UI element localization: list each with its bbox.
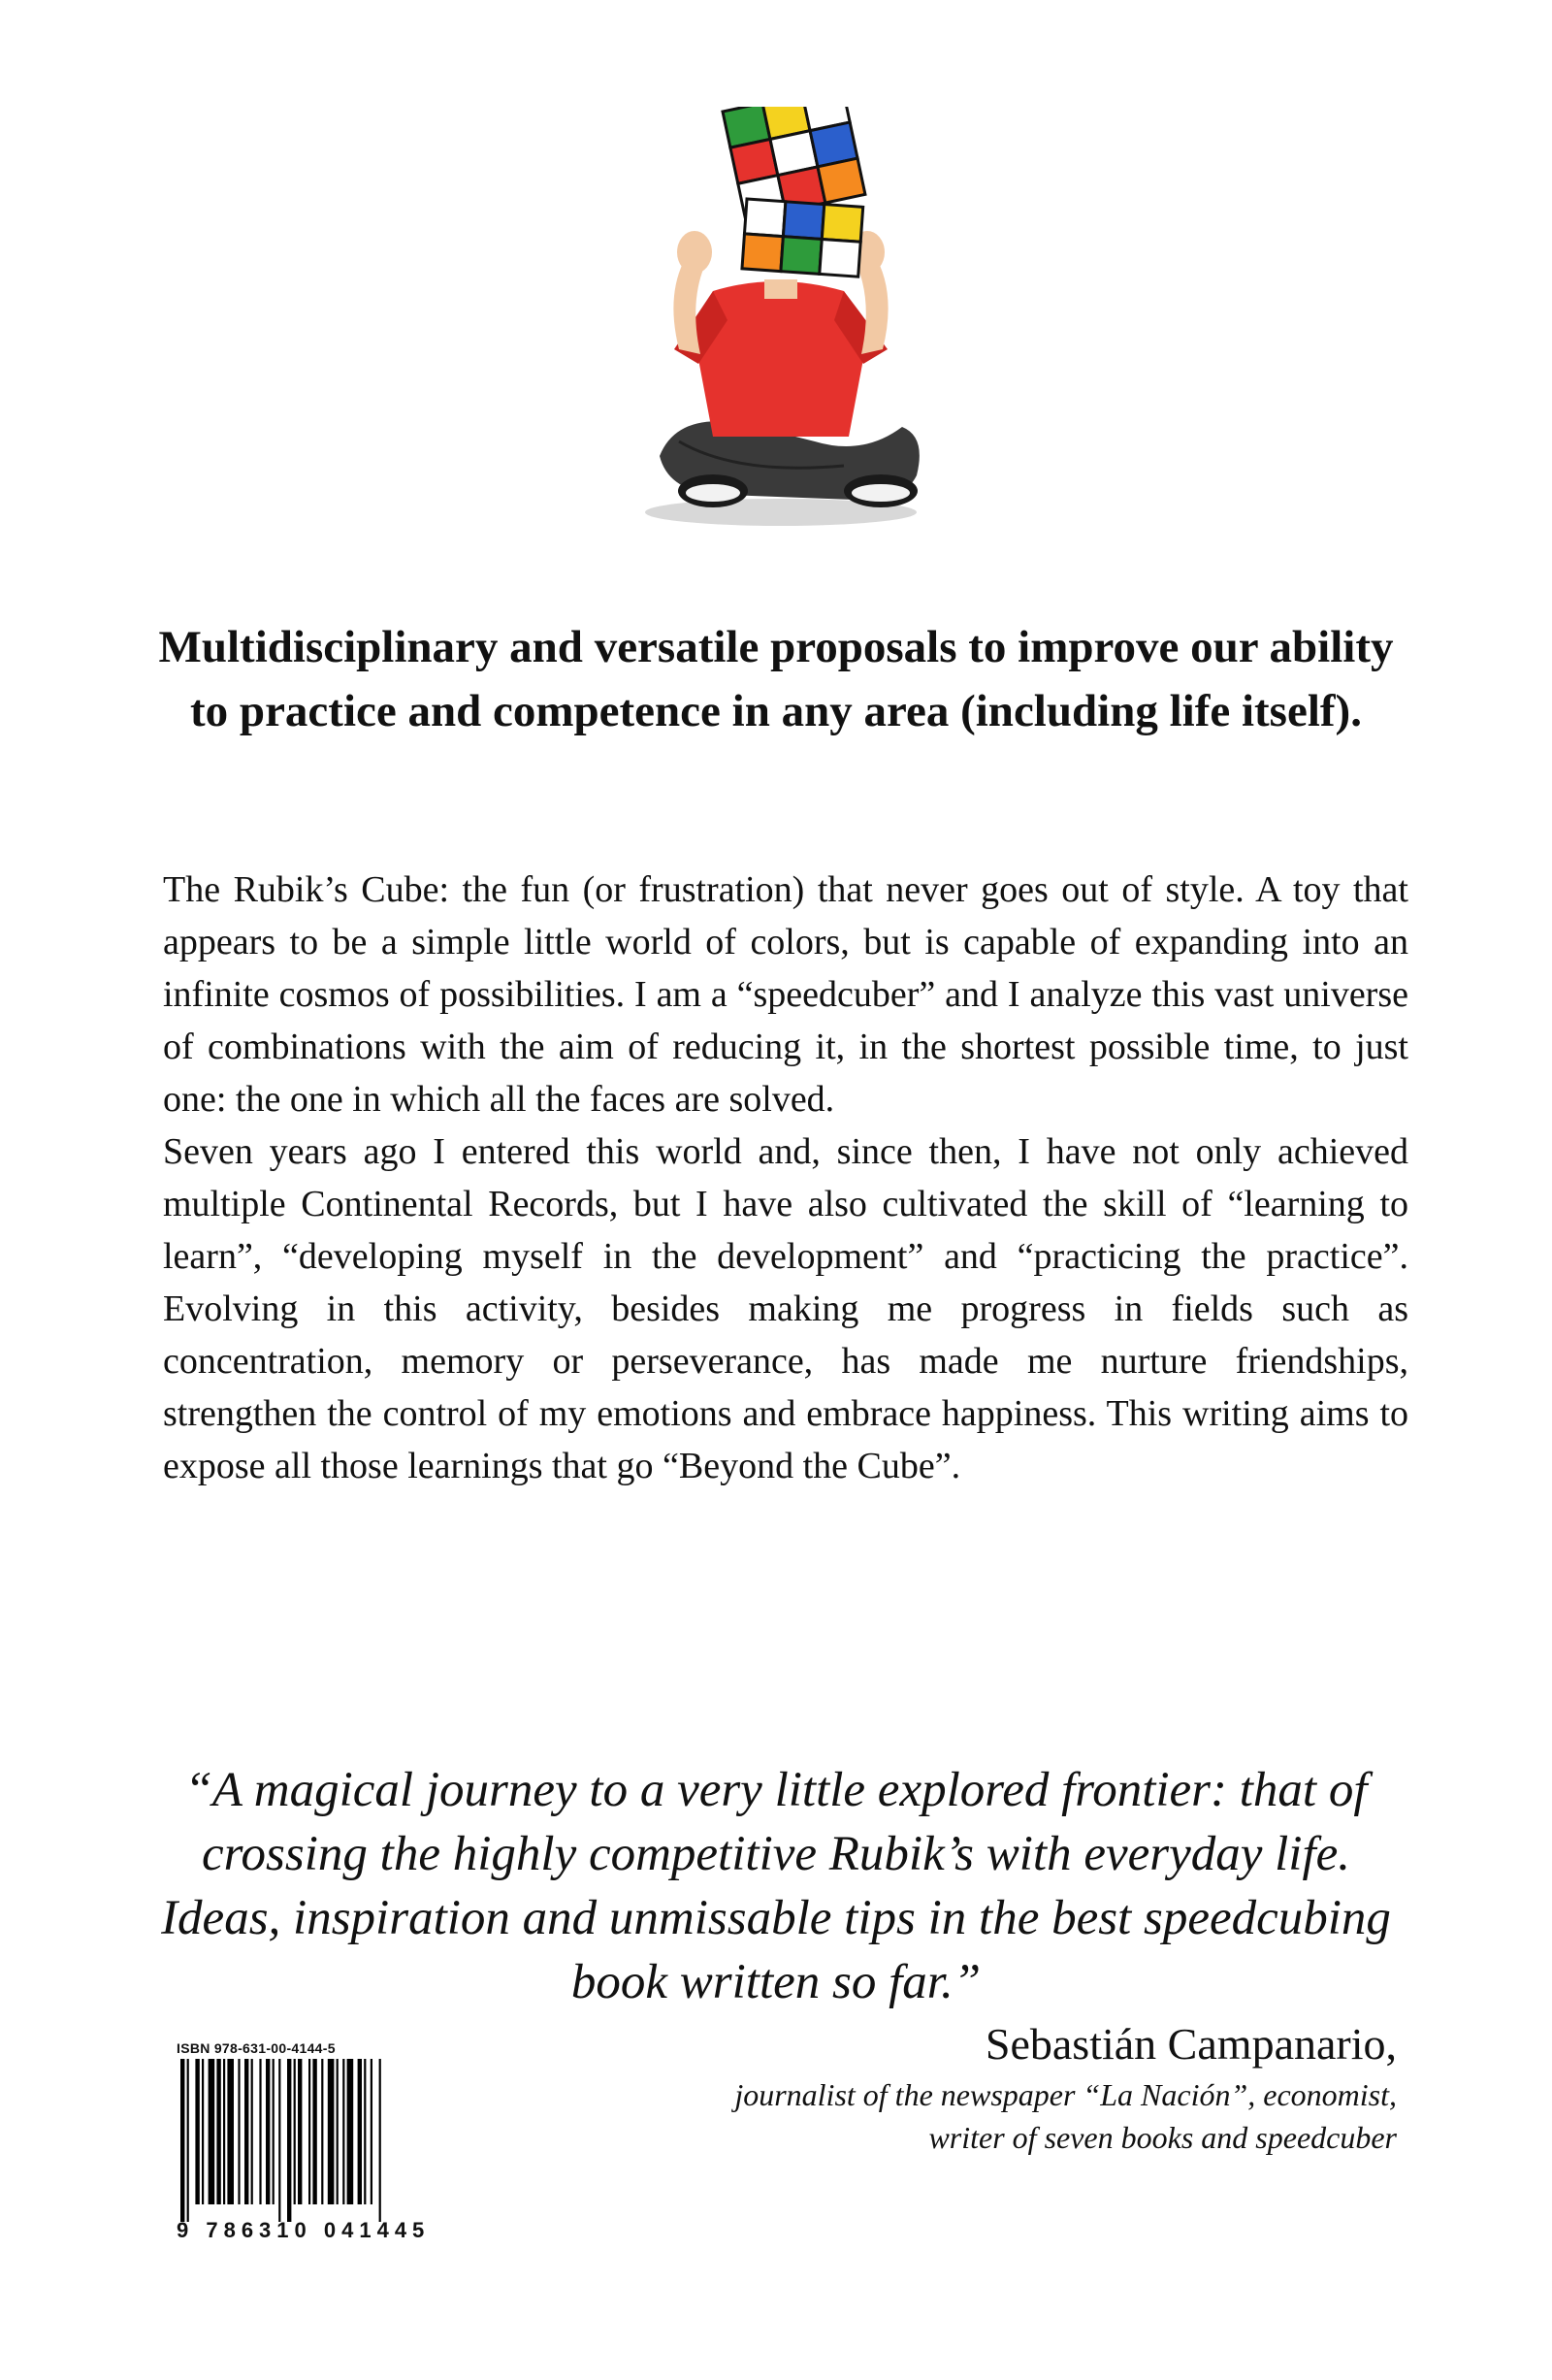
barcode-bars-icon xyxy=(177,2059,477,2222)
isbn-barcode xyxy=(177,2039,477,2247)
author-description-line: writer of seven books and speedcuber xyxy=(928,2120,1397,2155)
description-paragraph: Seven years ago I entered this world and, since then, I have not only achieved multiple Continental Records, but I have also cultivated the skill of “learning to learn”, “developing myself in the development” and “practicing the practice”. Evolving in this activity, besides making me progress in fields such as concentration, memory or perseverance, has made me nurture friendships, strengthen the control of my emotions and embrace happiness. This writing aims to expose all those learnings that go “Beyond the Cube”. xyxy=(163,1131,1408,1486)
author-description-line: journalist of the newspaper “La Nación”, economist, xyxy=(734,2077,1397,2112)
isbn-label: ISBN 978-631-00-4144-5 xyxy=(177,2040,336,2056)
headline: Multidisciplinary and versatile proposals to improve our ability to practice and competence in any area (including life itself). xyxy=(158,622,1394,736)
barcode-digits: 9 786310 041445 xyxy=(177,2218,431,2242)
description-paragraph: The Rubik’s Cube: the fun (or frustration) that never goes out of style. A toy that appears to be a simple little world of colors, but is capable of expanding into an infinite cosmos of possibilities. I am a “speedcuber” and I analyze this vast universe of combinations with the aim of reducing it, in the shortest possible time, to just one: the one in which all the faces are solved. xyxy=(163,869,1408,1120)
author-name: Sebastián Campanario, xyxy=(985,2019,1397,2069)
testimonial-quote: “A magical journey to a very little explored frontier: that of crossing the highly competitive Rubik’s with everyday life. Ideas, inspiration and unmissable tips in the best speedcubing book written so far.” xyxy=(161,1763,1391,2009)
boy-with-rubiks-cube-icon xyxy=(621,107,941,553)
quote-attribution xyxy=(734,2015,1397,2159)
description xyxy=(163,864,1408,1492)
